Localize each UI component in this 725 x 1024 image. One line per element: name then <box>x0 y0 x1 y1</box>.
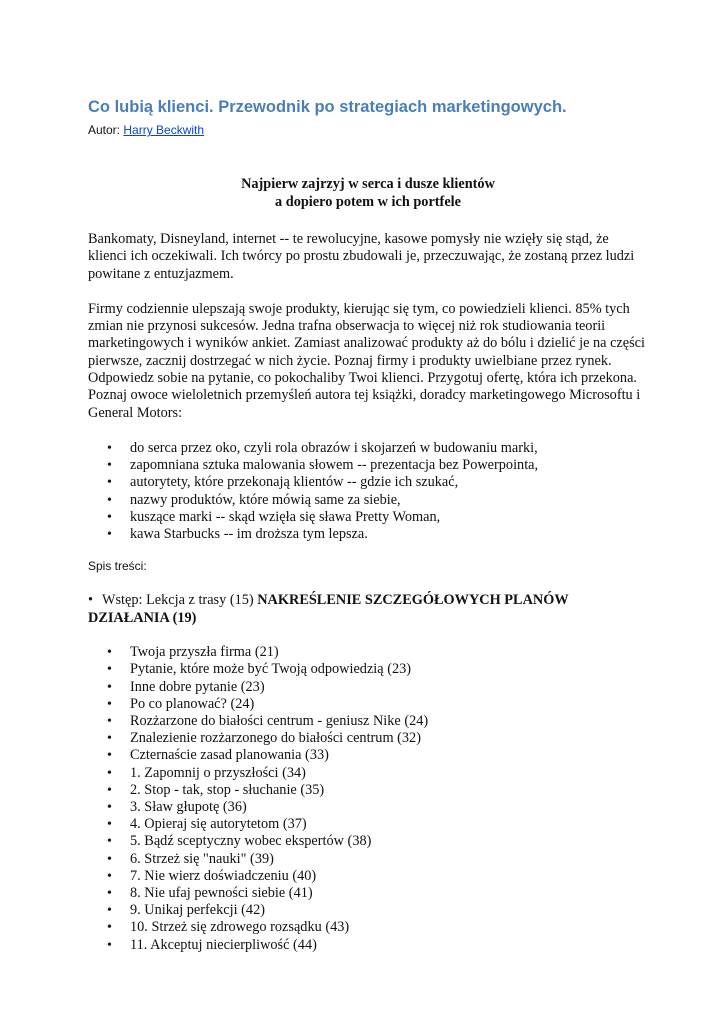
feature-list <box>88 440 648 543</box>
feature-list-item: • zapomniana sztuka malowania słowem -- prezentacja bez Powerpointa, <box>88 457 648 474</box>
toc-item: • 4. Opieraj się autorytetom (37) <box>88 816 648 833</box>
section-heading-line-1: Najpierw zajrzyj w serca i dusze klientów <box>241 176 495 192</box>
toc-item: • Pytanie, które może być Twoją odpowiedzią (23) <box>88 661 648 678</box>
toc-item: • 9. Unikaj perfekcji (42) <box>88 902 648 919</box>
feature-list-item: • kuszące marki -- skąd wzięła się sława Pretty Woman, <box>88 509 648 526</box>
toc-list <box>88 644 648 954</box>
toc-item: • Znalezienie rozżarzonego do białości centrum (32) <box>88 730 648 747</box>
toc-item: • Po co planować? (24) <box>88 696 648 713</box>
toc-item: • Twoja przyszła firma (21) <box>88 644 648 661</box>
toc-item: • 11. Akceptuj niecierpliwość (44) <box>88 937 648 954</box>
author-link[interactable]: Harry Beckwith <box>123 123 205 137</box>
toc-item: • 1. Zapomnij o przyszłości (34) <box>88 765 648 782</box>
toc-item: • Czternaście zasad planowania (33) <box>88 747 648 764</box>
toc-item: • Rozżarzone do białości centrum - geniusz Nike (24) <box>88 713 648 730</box>
author-label: Autor: <box>88 123 124 137</box>
author-line <box>88 122 648 138</box>
document-title: Co lubią klienci. Przewodnik po strategiach marketingowych. <box>88 98 567 116</box>
document-page <box>88 96 648 954</box>
toc-item: • 2. Stop - tak, stop - słuchanie (35) <box>88 782 648 799</box>
toc-item: • 6. Strzeż się "nauki" (39) <box>88 851 648 868</box>
section-heading <box>88 175 648 211</box>
toc-intro-bullet: • <box>88 592 94 609</box>
feature-list-item: • do serca przez oko, czyli rola obrazów i skojarzeń w budowaniu marki, <box>88 440 648 457</box>
feature-list-item: • nazwy produktów, które mówią same za siebie, <box>88 492 648 509</box>
toc-item: • 10. Strzeż się zdrowego rozsądku (43) <box>88 919 648 936</box>
toc-item: • 5. Bądź sceptyczny wobec ekspertów (38) <box>88 833 648 850</box>
toc-item: • 8. Nie ufaj pewności siebie (41) <box>88 885 648 902</box>
toc-item: • Inne dobre pytanie (23) <box>88 679 648 696</box>
description-paragraph: Firmy codziennie ulepszają swoje produkty, kierując się tym, co powiedzieli klienci. 85% tych zmian nie przynosi sukcesów. Jedna trafna obserwacja to więcej niż rok studiowania teorii marketingowych i wyników ankiet. Zamiast analizować produkty aż do bólu i dzielić je na części pierwsze, zacznij dostrzegać w nich życie. Poznaj firmy i produkty uwielbiane przez rynek. Odpowiedz sobie na pytanie, co pokochaliby Twoi klienci. Przygotuj ofertę, która ich przekona. Poznaj owoce wieloletnich przemyśleń autora tej książki, doradcy marketingowego Microsoftu i General Motors: <box>88 300 645 421</box>
toc-item: • 3. Sław głupotę (36) <box>88 799 648 816</box>
intro-paragraph: Bankomaty, Disneyland, internet -- te rewolucyjne, kasowe pomysły nie wzięły się stąd, że klienci ich oczekiwali. Ich twórcy po prostu zbudowali je, przeczuwając, że zostaną przez ludzi powitane z entuzjazmem. <box>88 231 635 282</box>
toc-intro <box>88 592 648 627</box>
section-heading-line-2: a dopiero potem w ich portfele <box>275 194 461 210</box>
feature-list-item: • kawa Starbucks -- im droższa tym lepsza. <box>88 526 648 543</box>
toc-intro-bold: NAKREŚLENIE SZCZEGÓŁOWYCH PLANÓW DZIAŁANIA (19) <box>88 592 569 626</box>
feature-list-item: • autorytety, które przekonają klientów -- gdzie ich szukać, <box>88 474 648 491</box>
toc-intro-text: Wstęp: Lekcja z trasy (15) <box>102 592 258 609</box>
toc-label: Spis treści: <box>88 559 147 574</box>
toc-item: • 7. Nie wierz doświadczeniu (40) <box>88 868 648 885</box>
